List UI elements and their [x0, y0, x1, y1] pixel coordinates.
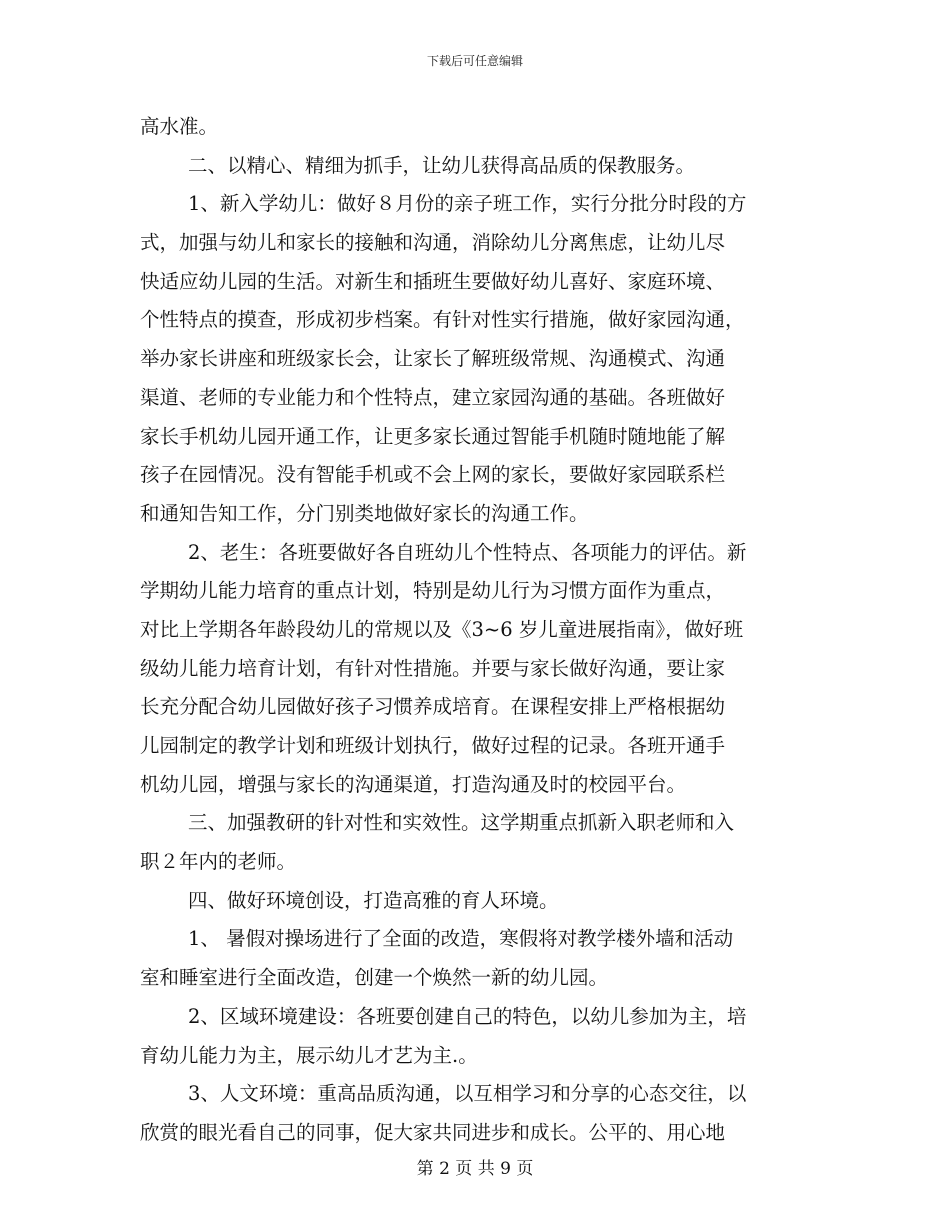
text-line: 长充分配合幼儿园做好孩子习惯养成培育。在课程安排上严格根据幼: [140, 695, 726, 719]
text-line: 3、人文环境：重高品质沟通，以互相学习和分享的心态交往，以: [188, 1082, 747, 1106]
text-line: 1、 暑假对操场进行了全面的改造，寒假将对教学楼外墙和活动: [188, 927, 734, 951]
page-footer: 第 2 页 共 9 页: [416, 1159, 534, 1179]
paragraph: [140, 147, 812, 186]
text-line: 举办家长讲座和班级家长会，让家长了解班级常规、沟通模式、沟通: [140, 347, 726, 371]
text-line: 学期幼儿能力培育的重点计划，特别是幼儿行为习惯方面作为重点，: [140, 579, 726, 603]
paragraph: [140, 920, 812, 997]
text-line: 2、区域环境建设：各班要创建自己的特色，以幼儿参加为主，培: [188, 1004, 747, 1028]
paragraph: [140, 882, 812, 921]
text-line: 欣赏的眼光看自己的同事，促大家共同进步和成长。公平的、用心地: [140, 1120, 726, 1144]
text-line: 1、新入学幼儿：做好８月份的亲子班工作，实行分批分时段的方: [188, 192, 747, 216]
paragraph: [140, 1075, 812, 1152]
paragraph: [140, 108, 812, 147]
text-line: 孩子在园情况。没有智能手机或不会上网的家长，要做好家园联系栏: [140, 463, 726, 487]
text-line: 渠道、老师的专业能力和个性特点，建立家园沟通的基础。各班做好: [140, 385, 726, 409]
text-line: 快适应幼儿园的生活。对新生和插班生要做好幼儿喜好、家庭环境、: [140, 269, 726, 293]
text-line: 四、做好环境创设，打造高雅的育人环境。: [188, 888, 559, 912]
text-line: 个性特点的摸查，形成初步档案。有针对性实行措施，做好家园沟通，: [140, 308, 745, 332]
text-line: 高水准。: [140, 115, 219, 138]
text-line: 和通知告知工作，分门别类地做好家长的沟通工作。: [140, 501, 589, 525]
text-line: 家长手机幼儿园开通工作，让更多家长通过智能手机随时随地能了解: [140, 424, 726, 448]
text-line: 职２年内的老师。: [140, 850, 297, 874]
paragraph: [140, 998, 812, 1075]
document-body: [140, 108, 812, 1153]
text-line: 儿园制定的教学计划和班级计划执行，做好过程的记录。各班开通手: [140, 734, 726, 757]
page-header: 下载后可任意编辑: [426, 54, 523, 68]
paragraph: [140, 185, 812, 533]
text-line: 二、以精心、精细为抓手，让幼儿获得高品质的保教服务。: [188, 153, 696, 177]
text-line: 三、加强教研的针对性和实效性。这学期重点抓新入职老师和入: [188, 811, 735, 835]
text-line: 式，加强与幼儿和家长的接触和沟通，消除幼儿分离焦虑，让幼儿尽: [140, 231, 726, 255]
paragraph: [140, 804, 812, 881]
text-line: 室和睡室进行全面改造，创建一个焕然一新的幼儿园。: [140, 966, 609, 990]
text-line: 育幼儿能力为主，展示幼儿才艺为主.。: [140, 1043, 478, 1067]
text-line: 2、老生：各班要做好各自班幼儿个性特点、各项能力的评估。新: [188, 540, 747, 564]
text-line: 机幼儿园，增强与家长的沟通渠道，打造沟通及时的校园平台。: [140, 772, 687, 796]
text-line: 对比上学期各年龄段幼儿的常规以及《3~6 岁儿童进展指南》，做好班: [140, 617, 744, 641]
paragraph: [140, 534, 812, 805]
text-line: 级幼儿能力培育计划，有针对性措施。并要与家长做好沟通，要让家: [140, 656, 726, 680]
